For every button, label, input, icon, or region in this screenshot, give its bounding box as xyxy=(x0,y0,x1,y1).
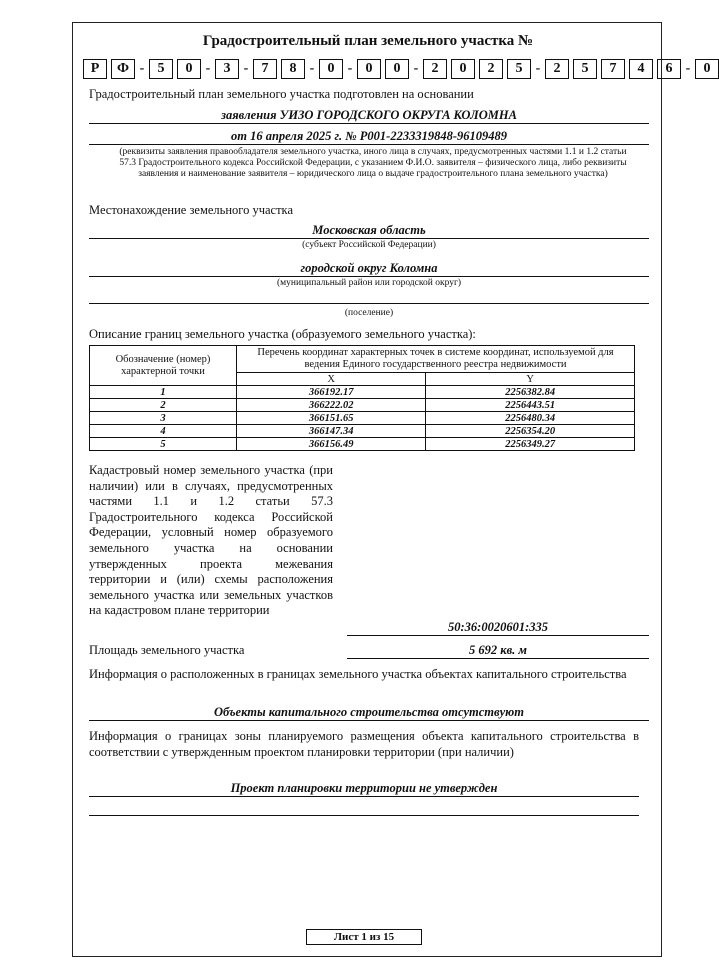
reg-digit-box: 7 xyxy=(253,59,277,79)
reg-digit-box: 0 xyxy=(695,59,719,79)
reg-separator: - xyxy=(413,61,419,76)
registration-number xyxy=(83,59,719,79)
zone-label: Информация о границах зоны планируемого размещения объекта капитального строительства в соответствии с утвержденным проектом планировки территории (при наличии) xyxy=(89,729,639,759)
col-coords-header: Перечень координат характерных точек в системе координат, используемой для ведения Единого государственного реестра недвижимости xyxy=(237,346,635,373)
coord-cell-x: 366151.65 xyxy=(237,412,426,425)
reg-digit-box: Р xyxy=(83,59,107,79)
reg-digit-box: 5 xyxy=(149,59,173,79)
location-label: Местонахождение земельного участка xyxy=(89,203,293,217)
coord-cell-y: 2256480.34 xyxy=(426,412,635,425)
blank-line xyxy=(89,815,639,816)
coord-cell-x: 366156.49 xyxy=(237,438,426,451)
cadastral-label: Кадастровый номер земельного участка (при наличии) или в случаях, предусмотренных частями 1.1 и 1.2 статьи 57.3 Градостроительного кодекса Российской Федерации, условный номер образуемого земельного участка на основании утвержденных проекта межевания территории и (или) схемы расположения земельного участка или земельных участков на кадастровом плане территории xyxy=(89,463,333,618)
reg-digit-box: 5 xyxy=(573,59,597,79)
coord-row xyxy=(90,412,635,425)
reg-digit-box: 7 xyxy=(601,59,625,79)
cadastral-value: 50:36:0020601:335 xyxy=(347,620,649,636)
coord-cell-n: 1 xyxy=(90,386,237,399)
coord-row xyxy=(90,399,635,412)
area-label: Площадь земельного участка xyxy=(89,643,245,657)
reg-digit-box: 0 xyxy=(385,59,409,79)
coord-cell-n: 3 xyxy=(90,412,237,425)
basis-hint: (реквизиты заявления правообладателя земельного участка, иного лица в случаях, предусмотренных частями 1.1 и 1.2 статьи 57.3 Градостроительного кодекса Российской Федерации, с указанием Ф.И.О. заявителя – физического лица, либо реквизиты заявления и наименование заявителя – юридического лица о выдаче градостроительного плана земельного участка) xyxy=(119,147,627,179)
document-page xyxy=(72,22,711,957)
area-value: 5 692 кв. м xyxy=(347,643,649,659)
reg-digit-box: 5 xyxy=(507,59,531,79)
reg-digit-box: 6 xyxy=(657,59,681,79)
basis-date-number: от 16 апреля 2025 г. № Р001-2233319848-96109489 xyxy=(89,129,649,145)
reg-digit-box: 3 xyxy=(215,59,239,79)
coord-cell-n: 5 xyxy=(90,438,237,451)
location-district: городской округ Коломна xyxy=(89,261,649,277)
reg-digit-box: 0 xyxy=(451,59,475,79)
coord-row xyxy=(90,386,635,399)
reg-separator: - xyxy=(139,61,145,76)
capital-label: Информация о расположенных в границах земельного участка объектах капитального строительства xyxy=(89,667,627,681)
reg-digit-box: 8 xyxy=(281,59,305,79)
coordinates-table xyxy=(89,345,635,451)
coord-row xyxy=(90,438,635,451)
col-x-header: X xyxy=(237,373,426,386)
district-hint: (муниципальный район или городской округ) xyxy=(276,278,462,288)
coord-cell-y: 2256382.84 xyxy=(426,386,635,399)
reg-separator: - xyxy=(205,61,211,76)
subject-hint: (субъект Российской Федерации) xyxy=(302,240,436,250)
reg-digit-box: Ф xyxy=(111,59,135,79)
reg-separator: - xyxy=(309,61,315,76)
coord-cell-y: 2256349.27 xyxy=(426,438,635,451)
col-point-header: Обозначение (номер) характерной точки xyxy=(90,346,237,386)
reg-digit-box: 0 xyxy=(319,59,343,79)
reg-digit-box: 2 xyxy=(479,59,503,79)
reg-digit-box: 2 xyxy=(423,59,447,79)
sheet-number: Лист 1 из 15 xyxy=(306,929,422,945)
reg-separator: - xyxy=(243,61,249,76)
location-subject: Московская область xyxy=(89,223,649,239)
coord-cell-x: 366192.17 xyxy=(237,386,426,399)
reg-digit-box: 4 xyxy=(629,59,653,79)
capital-value: Объекты капитального строительства отсутствуют xyxy=(89,705,649,721)
reg-separator: - xyxy=(685,61,691,76)
coord-cell-n: 4 xyxy=(90,425,237,438)
coord-cell-n: 2 xyxy=(90,399,237,412)
coord-cell-x: 366147.34 xyxy=(237,425,426,438)
reg-digit-box: 2 xyxy=(545,59,569,79)
boundaries-label: Описание границ земельного участка (образуемого земельного участка): xyxy=(89,327,476,341)
basis-intro: Градостроительный план земельного участка подготовлен на основании xyxy=(89,87,474,101)
reg-digit-box: 0 xyxy=(357,59,381,79)
settlement-hint: (поселение) xyxy=(344,308,394,318)
coord-cell-y: 2256443.51 xyxy=(426,399,635,412)
coord-row xyxy=(90,425,635,438)
coord-cell-x: 366222.02 xyxy=(237,399,426,412)
reg-digit-box: 0 xyxy=(177,59,201,79)
location-settlement xyxy=(89,289,649,304)
basis-application: заявления УИЗО ГОРОДСКОГО ОКРУГА КОЛОМНА xyxy=(89,108,649,124)
reg-separator: - xyxy=(535,61,541,76)
col-y-header: Y xyxy=(426,373,635,386)
coord-cell-y: 2256354.20 xyxy=(426,425,635,438)
document-title: Градостроительный план земельного участка № xyxy=(202,33,534,49)
zone-value: Проект планировки территории не утвержден xyxy=(89,781,639,797)
reg-separator: - xyxy=(347,61,353,76)
